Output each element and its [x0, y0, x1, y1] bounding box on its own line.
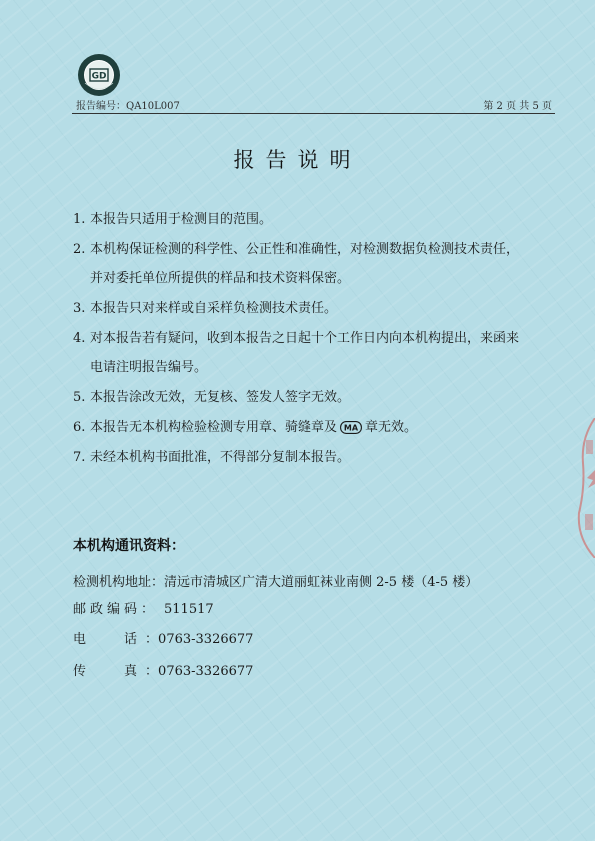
note-text-continued: 并对委托单位所提供的样品和技术资料保密。: [90, 271, 351, 286]
fax-value: 0763-3326677: [158, 664, 254, 679]
note-text: 未经本机构书面批准，不得部分复制本报告。: [90, 450, 351, 465]
note-number: 3.: [73, 301, 86, 316]
page-indicator: 第 2 页 共 5 页: [483, 101, 552, 112]
note-number: 2.: [73, 242, 86, 257]
note-text: 本机构保证检测的科学性、公正性和准确性，对检测数据负检测技术责任，: [90, 242, 520, 257]
phone-row: 电 话 ：0763-3326677: [73, 628, 253, 647]
phone-value: 0763-3326677: [158, 632, 254, 647]
note-text: 本报告只对来样或自采样负检测技术责任。: [90, 301, 338, 316]
note-text: 本报告无本机构检验检测专用章、骑缝章及: [90, 420, 338, 435]
seam-stamp-edge: [575, 418, 595, 558]
note-item-1: [73, 205, 565, 234]
report-number: [76, 97, 180, 112]
report-number-label: 报告编号：: [76, 101, 126, 112]
phone-label-first: 电: [73, 632, 87, 647]
note-item-3: [73, 294, 565, 323]
address-row: [73, 571, 478, 590]
notes-list: [73, 205, 565, 473]
note-item-4: [73, 324, 565, 382]
fax-label-second: 真: [124, 664, 138, 679]
logo-letters: GD: [91, 71, 107, 82]
note-number: 6.: [73, 420, 86, 435]
postcode-value: 511517: [164, 602, 214, 617]
phone-label-second: 话: [124, 632, 138, 647]
note-number: 7.: [73, 450, 86, 465]
note-item-2: [73, 235, 565, 293]
note-text: 本报告只适用于检测目的范围。: [90, 212, 273, 227]
note-item-6: [73, 413, 565, 442]
cma-mark-text: MA: [343, 423, 359, 433]
postcode-label: 邮政编码：: [73, 602, 159, 617]
contact-heading: 本机构通讯资料：: [73, 538, 185, 554]
note-item-7: [73, 443, 565, 472]
note-text: 对本报告若有疑问，收到本报告之日起十个工作日内向本机构提出，来函来: [90, 331, 520, 346]
header-divider: [72, 113, 555, 114]
address-label: 检测机构地址：: [73, 575, 165, 590]
note-number: 4.: [73, 331, 86, 346]
note-item-5: [73, 383, 565, 412]
note-text-continued: 电请注明报告编号。: [90, 360, 208, 375]
address-value: 清远市清城区广清大道丽虹袜业南侧 2-5 楼（4-5 楼）: [164, 575, 479, 590]
institution-logo: [77, 53, 121, 97]
fax-label-first: 传: [73, 664, 87, 679]
note-text-after: 章无效。: [365, 420, 418, 435]
page-title: 报告说明: [233, 148, 362, 172]
note-text: 本报告涂改无效，无复核、签发人签字无效。: [90, 390, 351, 405]
note-number: 1.: [73, 212, 86, 227]
report-number-value: QA10L007: [126, 101, 180, 112]
postcode-row: [73, 598, 214, 617]
fax-row: 传 真 ：0763-3326677: [73, 660, 253, 679]
cma-mark-icon: [340, 421, 362, 434]
note-number: 5.: [73, 390, 86, 405]
